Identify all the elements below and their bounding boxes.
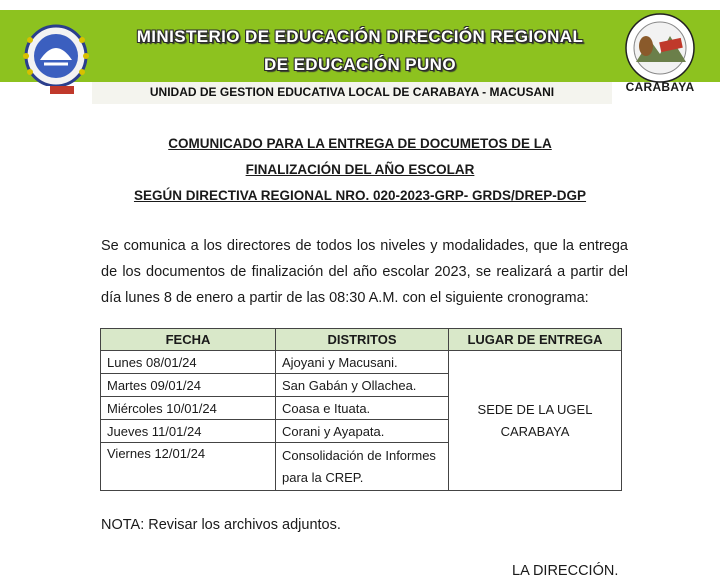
right-logo-caption: CARABAYA bbox=[625, 80, 695, 94]
schedule-table bbox=[100, 328, 622, 491]
body-paragraph: Se comunica a los directores de todos los niveles y modalidades, que la entrega de los documentos de finalización del año escolar 2023, se realizará a partir del día lunes 8 de enero a partir de las 08:30 A.M. con el siguiente cronograma: bbox=[101, 238, 628, 306]
fecha-cell: Viernes 12/01/24 bbox=[101, 443, 276, 491]
comunicado-title-line-2: FINALIZACIÓN DEL AÑO ESCOLAR bbox=[245, 162, 475, 177]
distritos-cell: Corani y Ayapata. bbox=[276, 420, 449, 443]
fecha-cell: Lunes 08/01/24 bbox=[101, 351, 276, 374]
comunicado-title-line-3: SEGÚN DIRECTIVA REGIONAL NRO. 020-2023-GRP- GRDS/DREP-DGP bbox=[133, 188, 587, 203]
lugar-entrega-cell bbox=[449, 351, 622, 491]
lugar-line-1: SEDE DE LA UGEL bbox=[477, 401, 593, 417]
distritos-cell: Consolidación de Informes para la CREP. bbox=[276, 443, 449, 491]
fecha-cell: Martes 09/01/24 bbox=[101, 374, 276, 397]
column-header-distritos: DISTRITOS bbox=[276, 329, 449, 351]
table-header-row bbox=[101, 329, 622, 351]
fecha-cell: Miércoles 10/01/24 bbox=[101, 397, 276, 420]
column-header-lugar: LUGAR DE ENTREGA bbox=[449, 329, 622, 351]
nota-text: NOTA: Revisar los archivos adjuntos. bbox=[101, 517, 341, 533]
header-line-2: DE EDUCACIÓN PUNO bbox=[264, 55, 456, 74]
comunicado-title-line-1: COMUNICADO PARA LA ENTREGA DE DOCUMETOS DE LA bbox=[168, 136, 552, 151]
signature-text: LA DIRECCIÓN. bbox=[512, 563, 619, 579]
unidad-gestion-label: UNIDAD DE GESTION EDUCATIVA LOCAL DE CARABAYA - MACUSANI bbox=[149, 85, 555, 99]
lugar-line-2: CARABAYA bbox=[500, 423, 570, 439]
distritos-cell: San Gabán y Ollachea. bbox=[276, 374, 449, 397]
column-header-fecha: FECHA bbox=[101, 329, 276, 351]
table-row bbox=[101, 351, 622, 374]
ministry-seal-logo bbox=[18, 18, 94, 98]
distritos-cell: Ajoyani y Macusani. bbox=[276, 351, 449, 374]
header-line-1: MINISTERIO DE EDUCACIÓN DIRECCIÓN REGIONAL bbox=[136, 27, 584, 46]
distritos-cell: Coasa e Ituata. bbox=[276, 397, 449, 420]
fecha-cell: Jueves 11/01/24 bbox=[101, 420, 276, 443]
